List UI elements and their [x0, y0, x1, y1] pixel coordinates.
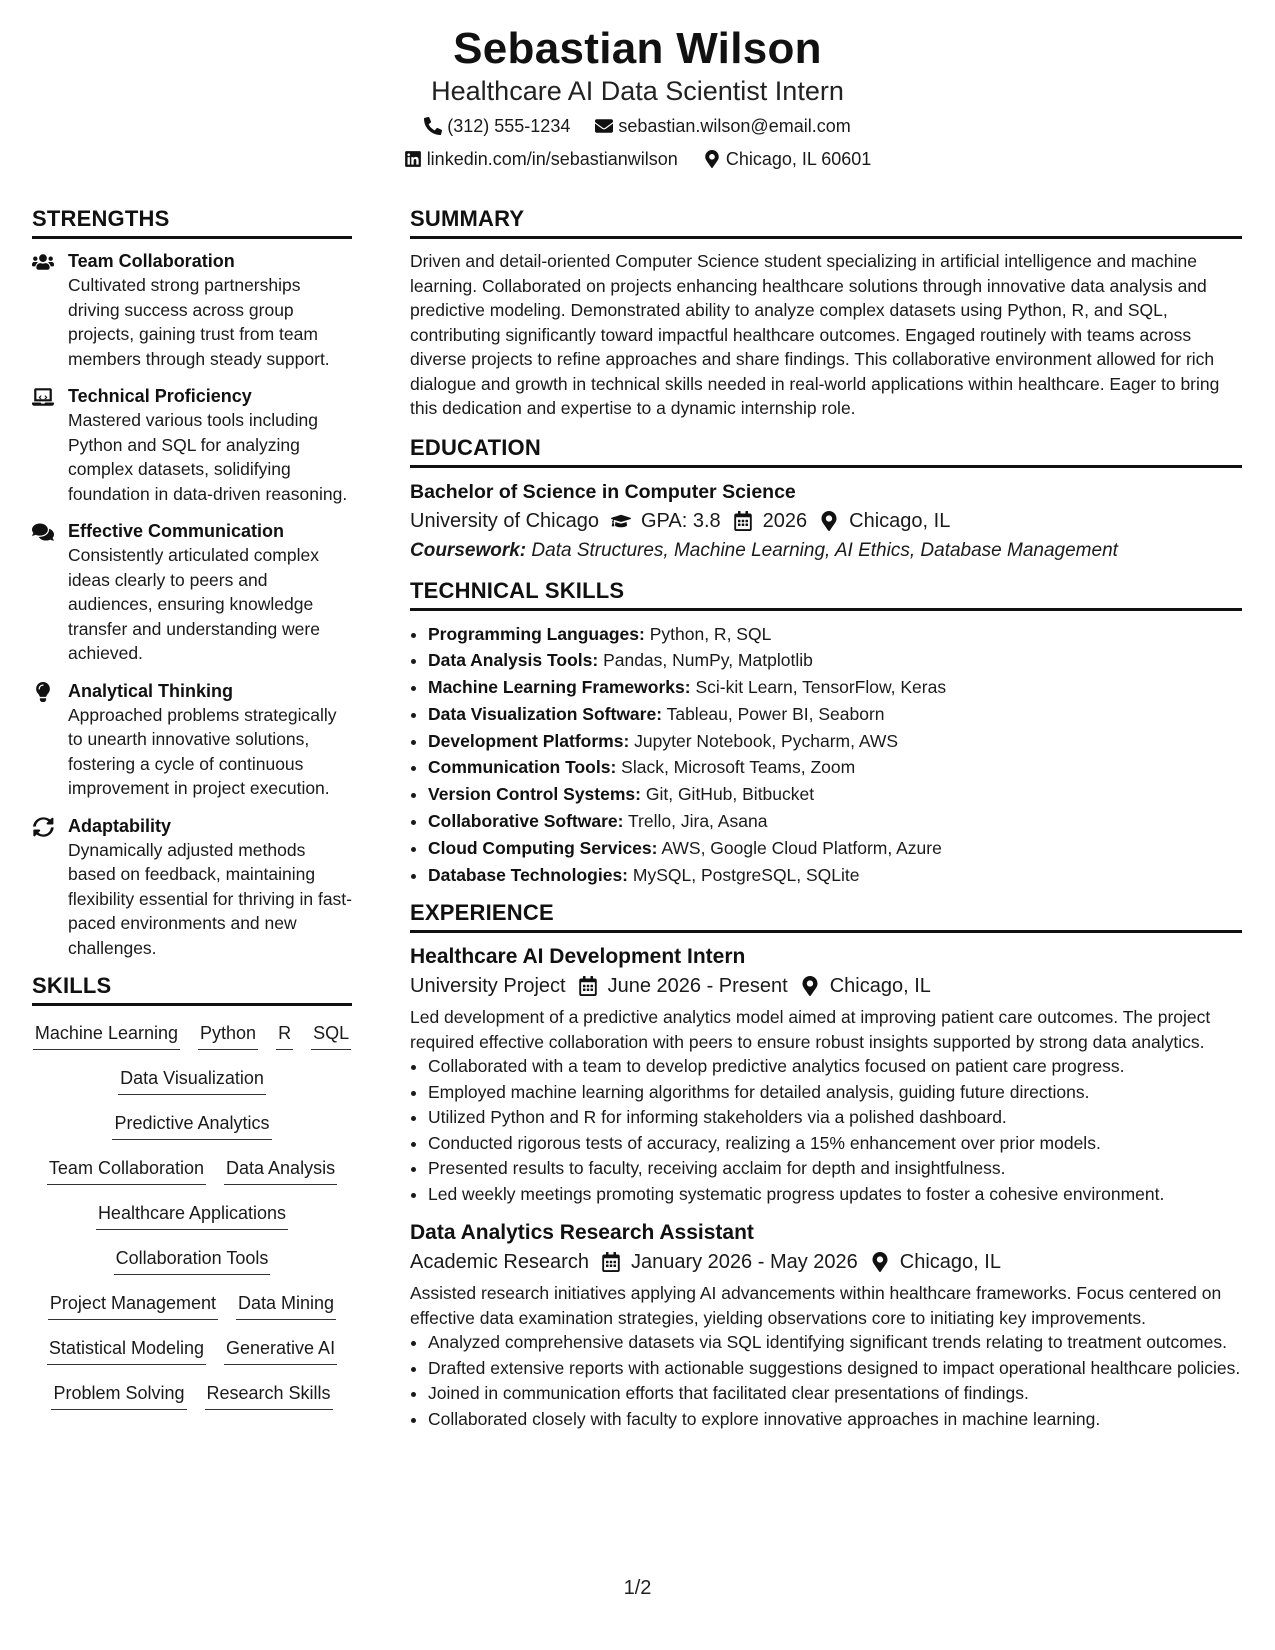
- skill-row: [32, 1200, 352, 1245]
- strength-description: Approached problems strategically to unearth innovative solutions, fostering a cycle of continuous improvement in project execution.: [68, 704, 337, 798]
- left-column: [32, 206, 352, 1425]
- comments-icon: [32, 522, 54, 542]
- calendar-icon: [578, 976, 598, 996]
- contact-row-1: [0, 112, 1275, 143]
- skill-tag: Healthcare Applications: [96, 1200, 288, 1230]
- list-item: [428, 808, 1242, 835]
- tech-skill-label: Database Technologies:: [428, 864, 629, 885]
- location-text: Chicago, IL 60601: [725, 149, 872, 169]
- skill-tag: Data Visualization: [118, 1065, 266, 1095]
- tech-skill-label: Data Visualization Software:: [428, 703, 663, 724]
- list-item: • Collaborated closely with faculty to explore innovative approaches in machine learning.: [428, 1407, 1242, 1433]
- experience-entry: [410, 1219, 1242, 1432]
- linkedin-contact[interactable]: [404, 145, 678, 173]
- experience-heading: EXPERIENCE: [410, 900, 1242, 933]
- skill-tag: Python: [198, 1020, 258, 1050]
- job-description: Assisted research initiatives applying AI advancements within healthcare frameworks. Focus centered on effective data examination strategies, yielding observations core to initiating key improvements.: [410, 1283, 1222, 1328]
- gpa-text: GPA: 3.8: [640, 509, 721, 532]
- education-meta: [410, 506, 1242, 536]
- list-item: [428, 621, 1242, 648]
- list-item: [428, 781, 1242, 808]
- skill-tag: Machine Learning: [33, 1020, 180, 1050]
- list-item: [428, 647, 1242, 674]
- job-title: Healthcare AI Development Intern: [410, 945, 746, 969]
- tech-skill-label: Collaborative Software:: [428, 811, 624, 832]
- skill-row: [32, 1335, 352, 1380]
- job-description: Led development of a predictive analytics model aimed at improving patient care outcomes. The project required effective collaboration with peers to ensure robust insights supported by strong data analytics.: [410, 1007, 1211, 1052]
- skills-tags: [32, 1016, 352, 1425]
- job-title: Data Analytics Research Assistant: [410, 1221, 754, 1245]
- tech-skill-label: Development Platforms:: [428, 730, 630, 751]
- tech-skill-label: Machine Learning Frameworks:: [428, 677, 691, 698]
- education-heading: EDUCATION: [410, 435, 1242, 468]
- tech-skill-value: Git, GitHub, Bitbucket: [645, 784, 815, 805]
- skill-row: [32, 1245, 352, 1290]
- tech-skill-value: Trello, Jira, Asana: [628, 811, 768, 832]
- summary-text: Driven and detail-oriented Computer Science student specializing in artificial intelligence and machine learning. Collaborated on projects enhancing healthcare solutions through innovative data analysis and predictive modeling. Demonstrated ability to analyze complex datasets using Python, R, and SQL, contributing significantly toward impactful healthcare outcomes. Engaged routinely with teams across diverse projects to refine approaches and share findings. This collaborative environment allowed for rich dialogue and growth in technical skills needed in real-world applications within healthcare. Eager to bring this dedication and expertise to a dynamic internship role.: [410, 251, 1220, 418]
- strength-title: Analytical Thinking: [68, 680, 234, 701]
- tech-skill-value: Slack, Microsoft Teams, Zoom: [621, 757, 856, 778]
- list-item: [428, 701, 1242, 728]
- job-meta: [410, 971, 1242, 1001]
- coursework-list: Data Structures, Machine Learning, AI Ethics, Database Management: [531, 539, 1118, 561]
- skill-tag: Project Management: [48, 1290, 218, 1320]
- list-item: • Collaborated with a team to develop predictive analytics focused on patient care progress.: [428, 1054, 1242, 1080]
- coursework-line: [410, 536, 1242, 566]
- resume-header: [0, 22, 1275, 176]
- linkedin-icon: [404, 150, 422, 168]
- tech-skill-value: AWS, Google Cloud Platform, Azure: [661, 837, 942, 858]
- phone-icon: [424, 117, 442, 135]
- list-item: • Utilized Python and R for informing stakeholders via a polished dashboard.: [428, 1105, 1242, 1131]
- skill-tag: R: [276, 1020, 293, 1050]
- phone-text: (312) 555-1234: [447, 116, 571, 136]
- job-dates: June 2026 - Present: [607, 975, 788, 998]
- list-item: [428, 862, 1242, 889]
- users-icon: [32, 252, 54, 272]
- skill-row: [32, 1155, 352, 1200]
- list-item: • Led weekly meetings promoting systematic progress updates to foster a cohesive environment.: [428, 1182, 1242, 1208]
- skill-tag: Team Collaboration: [47, 1155, 206, 1185]
- map-marker-icon: [819, 511, 839, 531]
- envelope-icon: [595, 117, 613, 135]
- list-item: [428, 754, 1242, 781]
- job-meta: [410, 1247, 1242, 1277]
- strengths-heading: STRENGTHS: [32, 206, 352, 239]
- tech-skill-value: Python, R, SQL: [649, 623, 772, 644]
- strength-description: Dynamically adjusted methods based on feedback, maintaining flexibility essential for thriving in fast-paced environments and new challenges.: [68, 839, 352, 958]
- skill-tag: Collaboration Tools: [114, 1245, 271, 1275]
- tech-skill-label: Cloud Computing Services:: [428, 837, 658, 858]
- tech-skill-label: Version Control Systems:: [428, 784, 641, 805]
- right-column: [410, 206, 1242, 1444]
- list-item: • Presented results to faculty, receiving acclaim for depth and insightfulness.: [428, 1156, 1242, 1182]
- lightbulb-icon: [32, 682, 54, 702]
- skill-tag: Statistical Modeling: [47, 1335, 206, 1365]
- graduation-year: 2026: [762, 509, 808, 532]
- calendar-icon: [601, 1252, 621, 1272]
- strength-title: Technical Proficiency: [68, 386, 252, 406]
- technical-skills-heading: TECHNICAL SKILLS: [410, 578, 1242, 611]
- list-item: • Drafted extensive reports with actionable suggestions designed to impact operational healthcare policies.: [428, 1356, 1242, 1382]
- job-dates: January 2026 - May 2026: [630, 1251, 858, 1274]
- summary-heading: SUMMARY: [410, 206, 1242, 239]
- skill-row: [32, 1290, 352, 1335]
- strength-item: [32, 814, 352, 961]
- list-item: • Joined in communication efforts that facilitated clear presentations of findings.: [428, 1381, 1242, 1407]
- skill-row: [32, 1110, 352, 1155]
- degree-title: Bachelor of Science in Computer Science: [410, 480, 796, 503]
- job-org: Academic Research: [410, 1251, 589, 1274]
- strength-description: Consistently articulated complex ideas clearly to peers and audiences, ensuring knowledge transfer and understanding were achieved.: [68, 545, 320, 663]
- map-marker-icon: [870, 1252, 890, 1272]
- skill-tag: Research Skills: [205, 1380, 333, 1410]
- list-item: [428, 728, 1242, 755]
- strength-item: [32, 249, 352, 371]
- strength-title: Adaptability: [68, 815, 172, 836]
- strength-item: [32, 519, 352, 666]
- calendar-icon: [733, 511, 753, 531]
- list-item: • Conducted rigorous tests of accuracy, realizing a 15% enhancement over prior models.: [428, 1131, 1242, 1157]
- linkedin-text[interactable]: linkedin.com/in/sebastianwilson: [426, 149, 678, 169]
- tech-skill-value: Tableau, Power BI, Seaborn: [666, 703, 885, 724]
- skill-row: [32, 1065, 352, 1110]
- laptop-code-icon: [32, 387, 54, 407]
- skill-tag: Problem Solving: [51, 1380, 186, 1410]
- phone-contact: [424, 112, 570, 140]
- skill-row: [32, 1380, 352, 1425]
- sync-icon: [32, 817, 54, 837]
- education-location: Chicago, IL: [849, 509, 951, 532]
- skills-heading: SKILLS: [32, 973, 352, 1006]
- location-contact: [703, 145, 871, 173]
- tech-skill-label: Communication Tools:: [428, 757, 617, 778]
- map-marker-icon: [800, 976, 820, 996]
- email-contact[interactable]: [595, 112, 850, 140]
- skill-tag: Data Analysis: [224, 1155, 337, 1185]
- list-item: • Analyzed comprehensive datasets via SQL identifying significant trends relating to treatment outcomes.: [428, 1330, 1242, 1356]
- strength-title: Effective Communication: [68, 521, 285, 541]
- candidate-name: Sebastian Wilson: [453, 24, 822, 73]
- page-number: 1/2: [623, 1577, 652, 1599]
- skill-tag: SQL: [311, 1020, 351, 1050]
- tech-skill-value: Sci-kit Learn, TensorFlow, Keras: [695, 677, 947, 698]
- skill-tag: Predictive Analytics: [112, 1110, 271, 1140]
- tech-skill-label: Programming Languages:: [428, 623, 645, 644]
- coursework-label: Coursework:: [410, 539, 527, 561]
- skill-tag: Generative AI: [224, 1335, 337, 1365]
- experience-entry: [410, 943, 1242, 1207]
- strength-description: Cultivated strong partnerships driving success across group projects, gaining trust from team members through steady support.: [68, 275, 330, 369]
- tech-skill-label: Data Analysis Tools:: [428, 650, 599, 671]
- email-text[interactable]: sebastian.wilson@email.com: [618, 116, 851, 136]
- skill-row: [32, 1020, 352, 1065]
- strength-item: [32, 679, 352, 801]
- list-item: [428, 835, 1242, 862]
- tech-skill-value: Jupyter Notebook, Pycharm, AWS: [634, 730, 899, 751]
- tech-skill-value: Pandas, NumPy, Matplotlib: [603, 650, 813, 671]
- school-name: University of Chicago: [410, 509, 599, 532]
- job-location: Chicago, IL: [829, 975, 931, 998]
- skill-tag: Data Mining: [236, 1290, 336, 1320]
- job-org: University Project: [410, 975, 566, 998]
- list-item: [428, 674, 1242, 701]
- list-item: • Employed machine learning algorithms for detailed analysis, guiding future directions.: [428, 1080, 1242, 1106]
- contact-row-2: [0, 145, 1275, 176]
- candidate-title: Healthcare AI Data Scientist Intern: [431, 76, 844, 106]
- map-marker-icon: [703, 150, 721, 168]
- strength-item: [32, 384, 352, 506]
- tech-skill-value: MySQL, PostgreSQL, SQLite: [632, 864, 860, 885]
- strength-title: Team Collaboration: [68, 251, 235, 271]
- technical-skills-list: [410, 621, 1242, 889]
- graduation-cap-icon: [611, 511, 631, 531]
- job-location: Chicago, IL: [899, 1251, 1001, 1274]
- strength-description: Mastered various tools including Python and SQL for analyzing complex datasets, solidifying foundation in data-driven reasoning.: [68, 410, 348, 504]
